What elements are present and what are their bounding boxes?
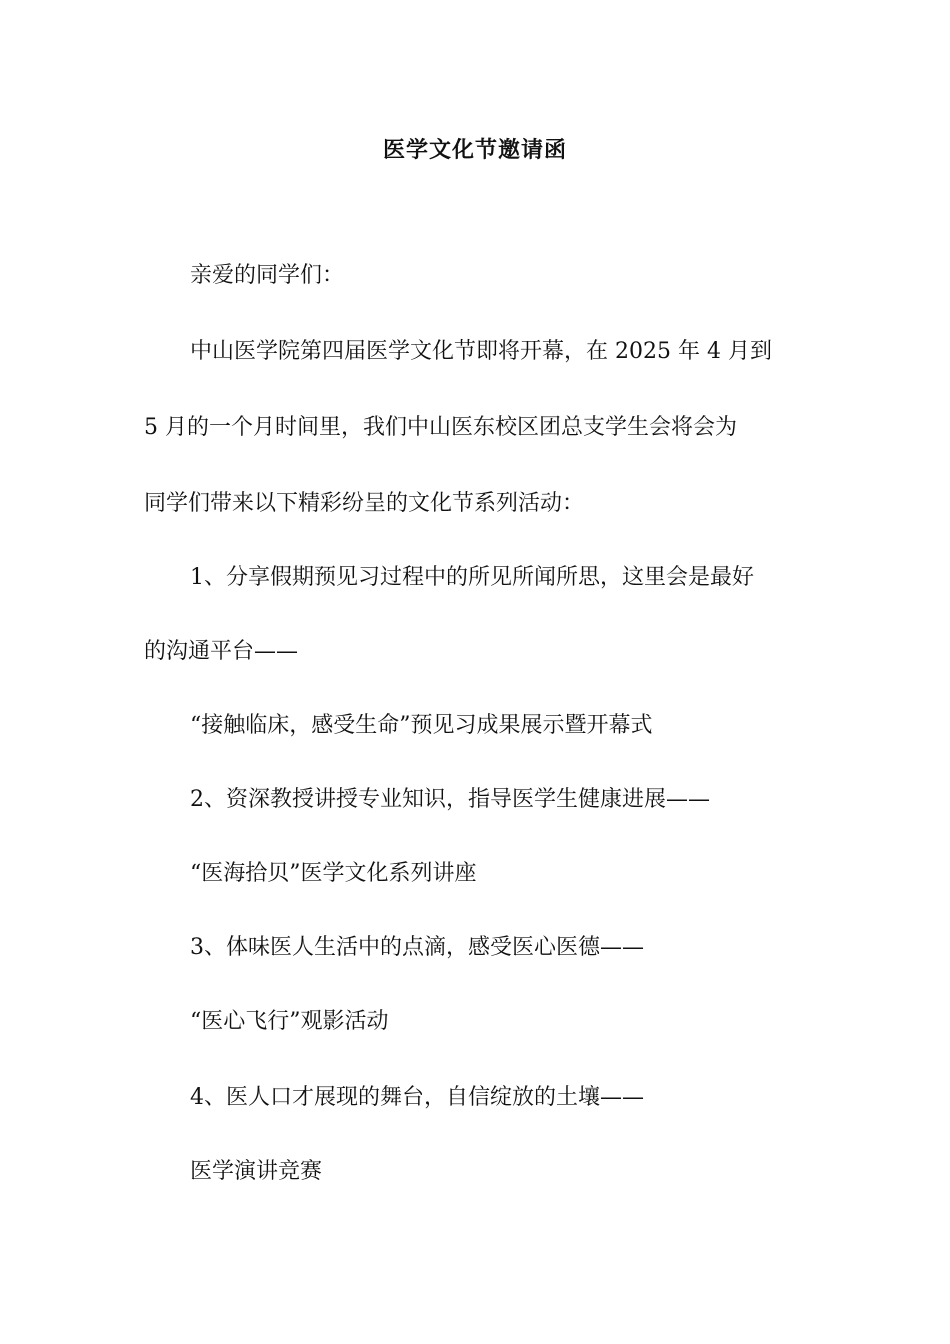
item1-event: “接触临床，感受生命”预见习成果展示暨开幕式 (190, 713, 653, 738)
greeting: 亲爱的同学们： (190, 263, 345, 288)
intro-line-3: 同学们带来以下精彩纷呈的文化节系列活动： (144, 491, 585, 516)
document-title: 医学文化节邀请函 (382, 137, 567, 163)
intro-line-1: 中山医学院第四届医学文化节即将开幕，在 2025 年 4 月到 (190, 339, 772, 364)
item2-event: “医海拾贝”医学文化系列讲座 (190, 861, 477, 886)
item1-line-2: 的沟通平台—— (144, 639, 299, 664)
item1-line-1: 1、分享假期预见习过程中的所见所闻所思，这里会是最好 (190, 565, 754, 590)
intro-line-2: 5 月的一个月时间里，我们中山医东校区团总支学生会将会为 (144, 415, 737, 440)
item4-desc: 4、医人口才展现的舞台，自信绽放的土壤—— (190, 1085, 644, 1110)
item2-desc: 2、资深教授讲授专业知识，指导医学生健康进展—— (190, 787, 710, 812)
item3-desc: 3、体味医人生活中的点滴，感受医心医德—— (190, 935, 644, 960)
item3-event: “医心飞行”观影活动 (190, 1009, 389, 1034)
item4-event: 医学演讲竞赛 (190, 1159, 323, 1184)
